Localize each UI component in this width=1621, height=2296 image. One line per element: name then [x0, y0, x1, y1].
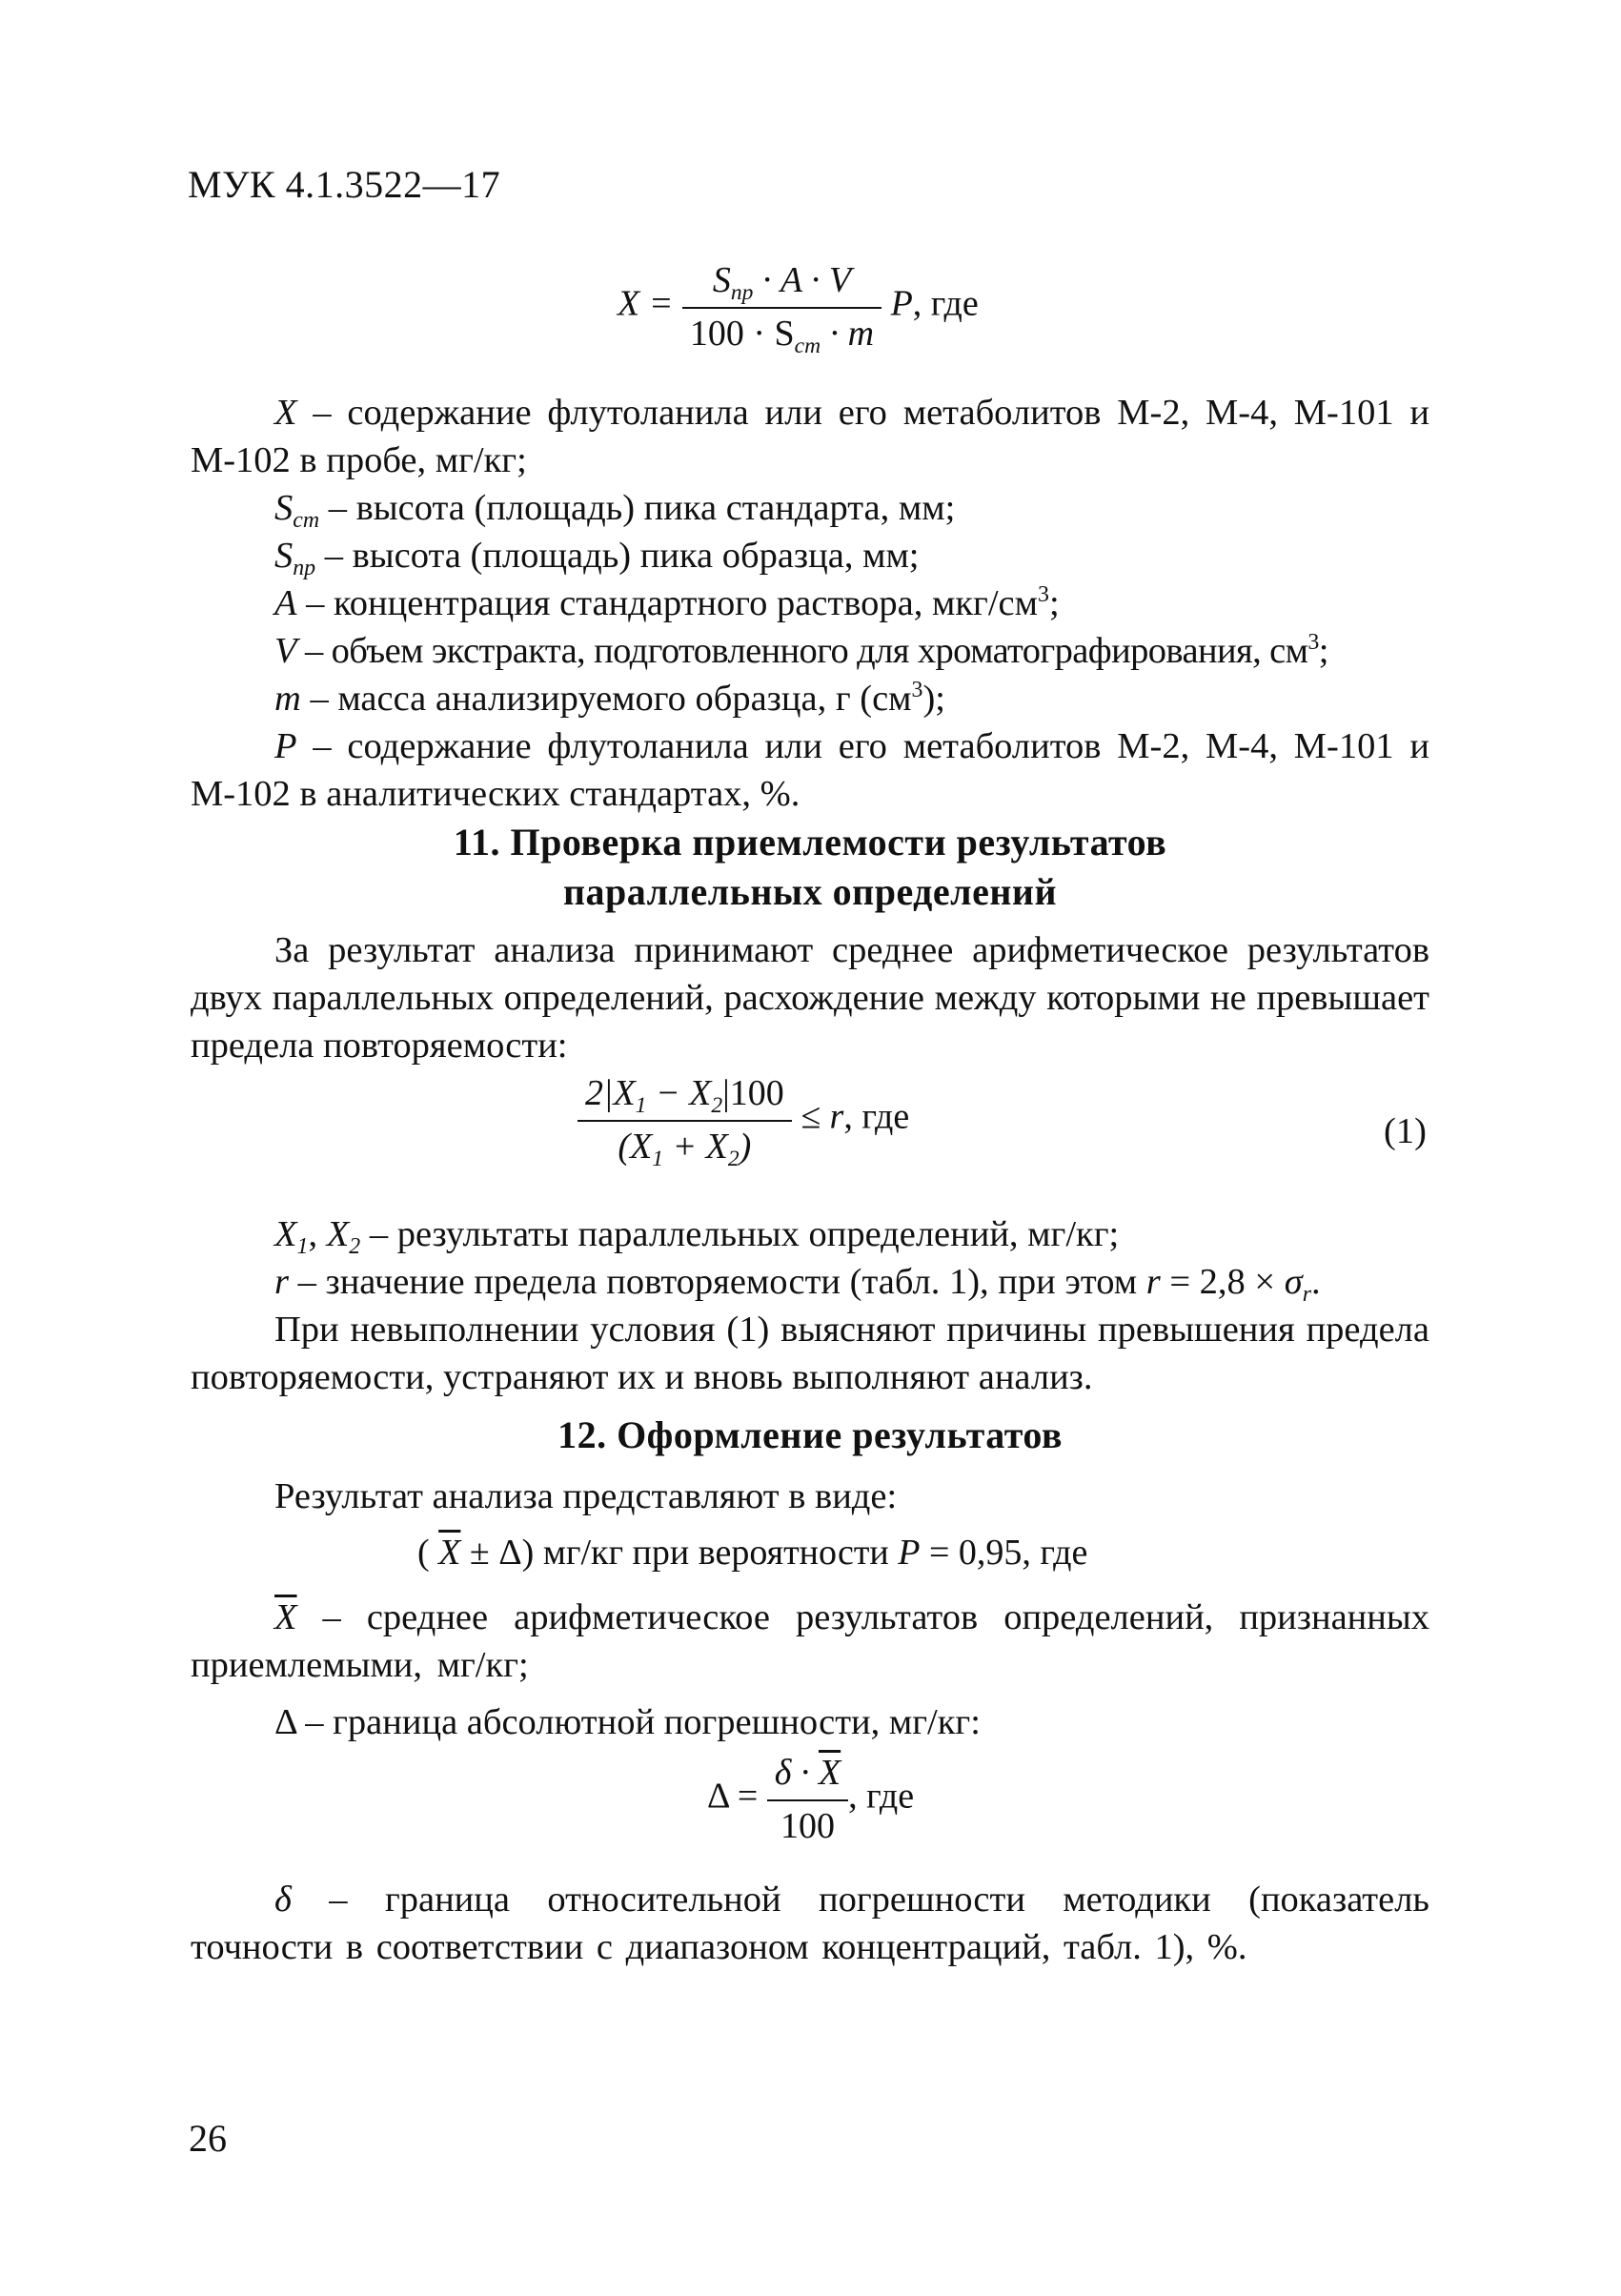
delta-formula-denominator: 100: [780, 1806, 835, 1846]
formula-repeatability-fraction: [577, 1072, 792, 1171]
result-expression: ( $\overline{X} \pm \Delta$) мг/кг при вероятности P = 0,95, где: [417, 1533, 1088, 1573]
section-11-para-1: За результат анализа принимают среднее арифметическое результатов двух параллельных определений, расхождение между которыми не превышает предела повторяемости:: [191, 930, 1429, 1066]
def-x: X – содержание флутоланила или его метаболитов М-2, М-4, М-101 и М-102 в пробе, мг/кг;: [191, 393, 1429, 480]
section-11-defs: [191, 1210, 1429, 1401]
formula-x-suffix: , где: [912, 283, 979, 324]
delta-formula-fraction: [767, 1752, 848, 1847]
section-12-para-1: Результат анализа представляют в виде:: [274, 1476, 898, 1516]
equation-number: (1): [1384, 1111, 1427, 1151]
formula-x-numerator: $S_{пр} \cdot A \cdot V$: [682, 259, 881, 309]
section-12-title: 12. Оформление результатов: [557, 1413, 1063, 1456]
document-code: МУК 4.1.3522—17: [188, 163, 501, 206]
def-xbar: $\overline{X}$ – среднее арифметическое результатов определений, признанных приемлемыми, мг/кг;: [191, 1597, 1429, 1685]
formula-repeatability-relation: ≤ r: [791, 1096, 844, 1137]
formula-x-fraction: [682, 259, 881, 358]
def-m: m – масса анализируемого образца, г $(см^3)$;: [274, 678, 945, 719]
formula-x-factor: P: [890, 283, 913, 324]
def-p: P – содержание флутоланила или его метаболитов М-2, М-4, М-101 и М-102 в аналитических стандартах, %.: [191, 726, 1429, 814]
section-12-defs: [191, 1594, 1429, 1746]
delta-formula: Δ = $\frac{\delta \cdot \overline{X}}{100}$ , где: [707, 1753, 915, 1846]
section-11-para-2: При невыполнении условия (1) выясняют причины превышения предела повторяемости, устраняют их и вновь выполняют анализ.: [191, 1310, 1429, 1397]
section-12-body: [191, 1473, 1429, 1520]
formula-repeatability-denominator: $(X_1 + X_2)$: [618, 1127, 752, 1171]
def-v: V – объем экстракта, подготовленного для хроматографирования, $см^3$;: [274, 630, 1328, 671]
variable-definitions: [191, 389, 1429, 818]
delta-formula-numerator: $\delta \cdot \overline{X}$: [767, 1752, 848, 1801]
def-delta-relative: δ – граница относительной погрешности методики (показатель точности в соответствии с диапазоном концентраций, табл. 1), %.: [191, 1879, 1429, 1967]
formula-repeatability-numerator: $2|X_1 - X_2|100$: [577, 1072, 792, 1122]
def-a: A – концентрация стандартного раствора, мкг/$см^3$;: [274, 582, 1060, 623]
section-11-title: 11. Проверка приемлемости результатов параллельных определений: [453, 821, 1167, 913]
def-s-pr: $S_{пр}$ – высота (площадь) пика образца, мм;: [274, 536, 920, 580]
def-x1-x2: $X_1$, $X_2$ – результаты параллельных определений, мг/кг;: [274, 1214, 1120, 1259]
formula-repeatability-suffix: , где: [843, 1096, 910, 1137]
def-delta: Δ – граница абсолютной погрешности, мг/кг:: [274, 1702, 981, 1742]
formula-x-denominator: $100 \cdot S_{ст} \cdot m$: [689, 314, 875, 358]
formula-repeatability: [577, 1072, 910, 1171]
def-r: r – значение предела повторяемости (табл. 1), при этом $r = 2,8 \times \sigma_r$.: [274, 1262, 1321, 1307]
def-s-st: $S_{ст}$ – высота (площадь) пика стандарта, мм;: [274, 488, 956, 533]
formula-x-lhs: X =: [618, 283, 674, 324]
page-number: 26: [189, 2117, 227, 2160]
formula-x: [618, 259, 979, 358]
